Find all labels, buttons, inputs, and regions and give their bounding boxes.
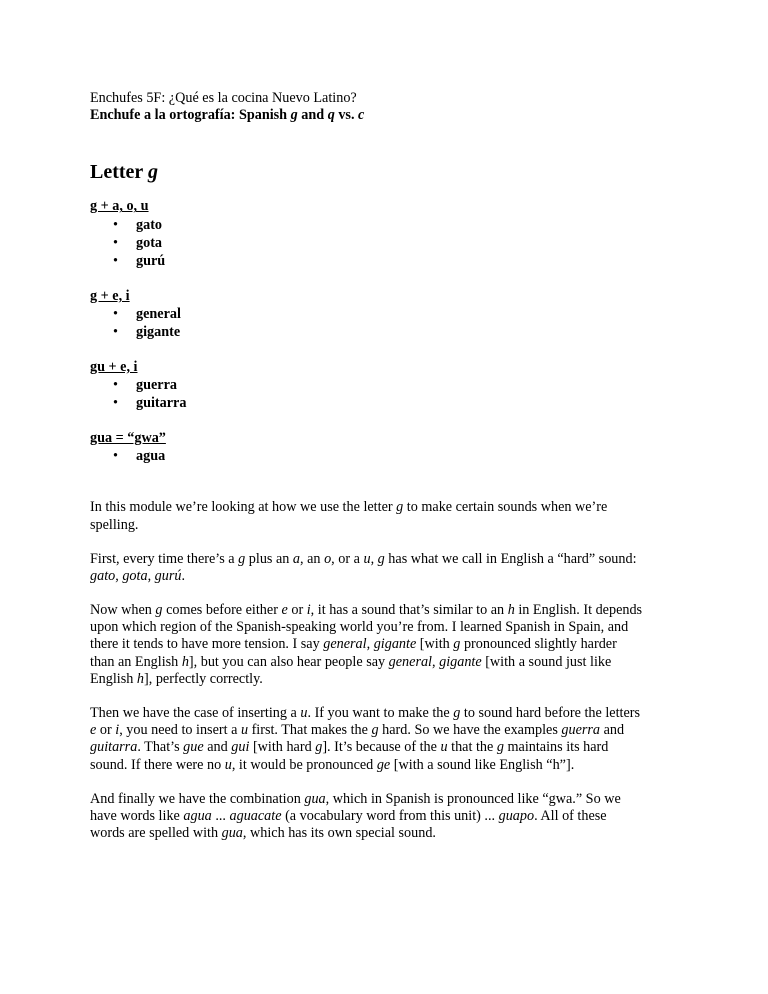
bullet-icon: •	[113, 447, 118, 464]
group-heading: g + a, o, u	[90, 198, 149, 215]
section-title: Letter g	[90, 161, 158, 184]
group-heading: gua = “gwa”	[90, 429, 166, 446]
bullet-icon: •	[113, 235, 118, 251]
group-heading: g + e, i	[90, 287, 130, 304]
bullet-icon: •	[113, 324, 118, 341]
paragraph: Then we have the case of inserting a u. If you want to make the g to sound hard before the letters e or i, you need to insert a u first. That makes the g hard. So we have the examples guerra and guitarra. That’s gue and gui [with hard g]. It’s because of the u that the g maintains its hard sound. If there were no u, it would be pronounced ge [with a sound like English “h”].	[90, 705, 640, 773]
list-item: • agua	[113, 447, 166, 464]
list-item: • gigante	[113, 324, 181, 341]
bullet-icon: •	[113, 395, 118, 412]
list-item: • gota	[113, 235, 163, 251]
paragraph: In this module we’re looking at how we use the letter g to make certain sounds when we’re spelling.	[90, 499, 608, 533]
list-item: • general	[113, 305, 181, 322]
list-item: • guerra	[113, 376, 177, 393]
bullet-icon: •	[113, 376, 118, 393]
paragraph: And finally we have the combination gua, which in Spanish is pronounced like “gwa.” So we have words like agua ... aguacate (a vocabulary word from this unit) ... guapo. All of these words are spelled with gua, which has its own special sound.	[90, 790, 621, 842]
header-line-1: Enchufes 5F: ¿Qué es la cocina Nuevo Latino?	[90, 90, 357, 106]
bullet-icon: •	[113, 253, 118, 270]
list-item: • guitarra	[113, 395, 187, 412]
example-list	[90, 447, 690, 465]
paragraph: Now when g comes before either e or i, it has a sound that’s similar to an h in English. It depends upon which region of the Spanish-speaking world you’re from. I learned Spanish in Spain, and there it tends to have more tension. I say general, gigante [with g pronounced slightly harder than an English h], but you can also hear people say general, gigante [with a sound just like English h], perfectly correctly.	[90, 602, 643, 687]
example-list	[90, 305, 690, 342]
paragraph: First, every time there’s a g plus an a, an o, or a u, g has what we call in English a “hard” sound: gato, gota, gurú.	[90, 550, 637, 584]
header-line-2: Enchufe a la ortografía: Spanish g and q vs. c	[90, 107, 365, 124]
group-heading: gu + e, i	[90, 358, 138, 375]
list-item: • gato	[113, 216, 163, 233]
document-body	[90, 90, 690, 842]
bullet-icon: •	[113, 216, 118, 233]
list-item: • gurú	[113, 253, 166, 270]
example-list	[90, 216, 690, 271]
bullet-icon: •	[113, 305, 118, 322]
example-list	[90, 376, 690, 413]
